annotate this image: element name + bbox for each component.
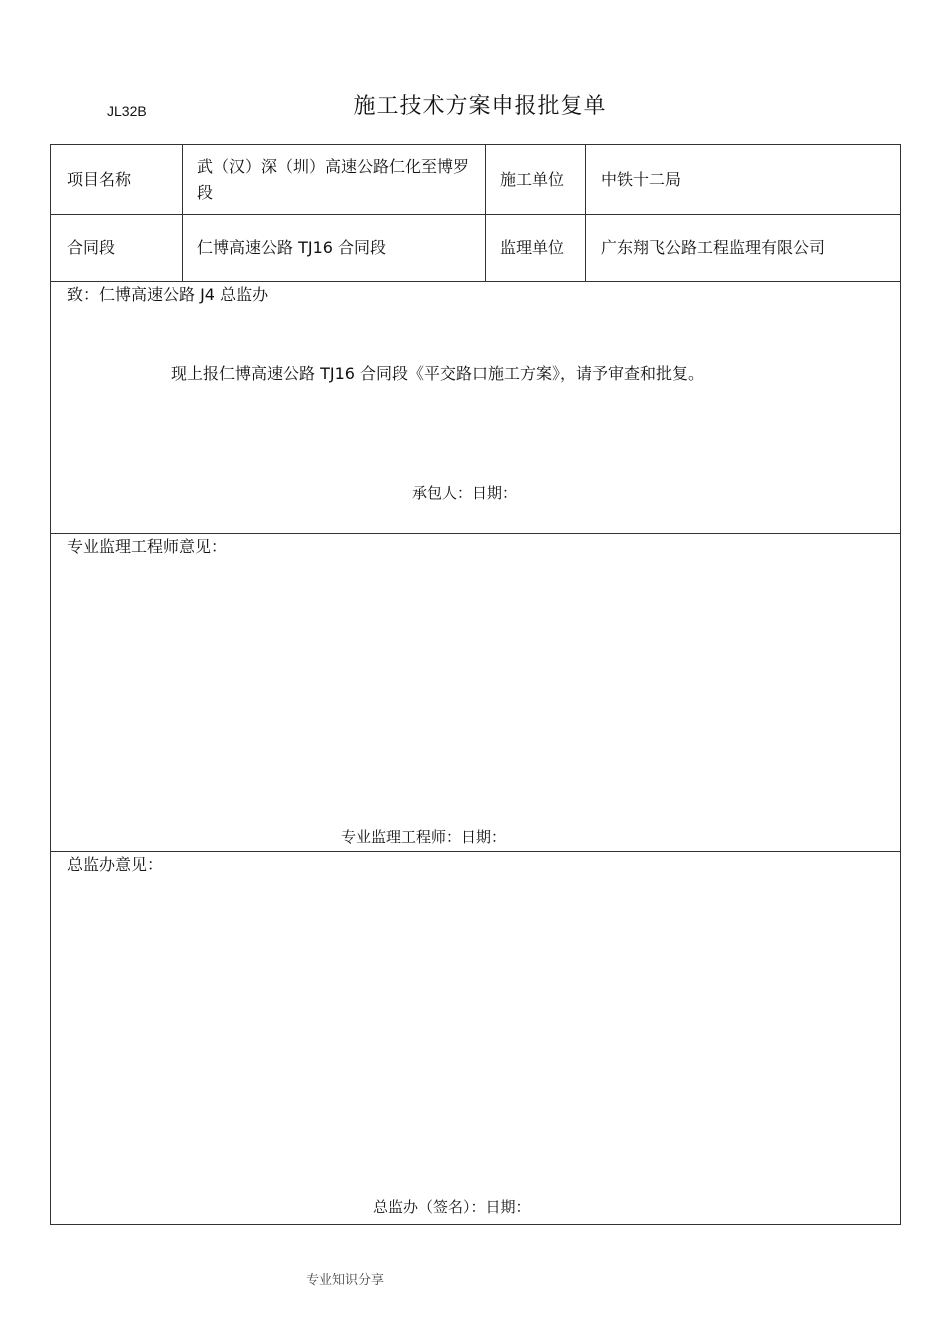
contractor-signature-line: 承包人：日期： [412,484,518,502]
document-title: 施工技术方案申报批复单 [353,94,607,119]
column-divider [585,145,586,281]
row-divider [51,214,900,215]
row-divider [51,851,900,852]
footer-note: 专业知识分享 [306,1273,385,1288]
project-name-value: 武（汉）深（圳）高速公路仁化至博罗段 [197,157,470,202]
project-name-label: 项目名称 [67,170,132,189]
approval-form-table [50,144,901,1225]
form-code: JL32B [107,103,147,119]
submission-body: 现上报仁博高速公路 TJ16 合同段《平交路口施工方案》，请予审查和批复。 [171,364,705,383]
supervision-unit-label: 监理单位 [500,238,565,257]
construction-unit-label: 施工单位 [500,170,565,189]
engineer-opinion-label: 专业监理工程师意见： [67,537,228,556]
supervision-unit-value: 广东翔飞公路工程监理有限公司 [601,238,826,257]
chief-signature-line: 总监办（签名）：日期： [373,1198,531,1216]
column-divider [485,145,486,281]
contract-section-value: 仁博高速公路 TJ16 合同段 [197,238,387,257]
construction-unit-value: 中铁十二局 [601,170,682,189]
addressee-line: 致：仁博高速公路 J4 总监办 [67,285,269,304]
column-divider [182,145,183,281]
contract-section-label: 合同段 [67,238,116,257]
chief-opinion-label: 总监办意见： [67,855,164,874]
engineer-signature-line: 专业监理工程师：日期： [341,828,507,846]
